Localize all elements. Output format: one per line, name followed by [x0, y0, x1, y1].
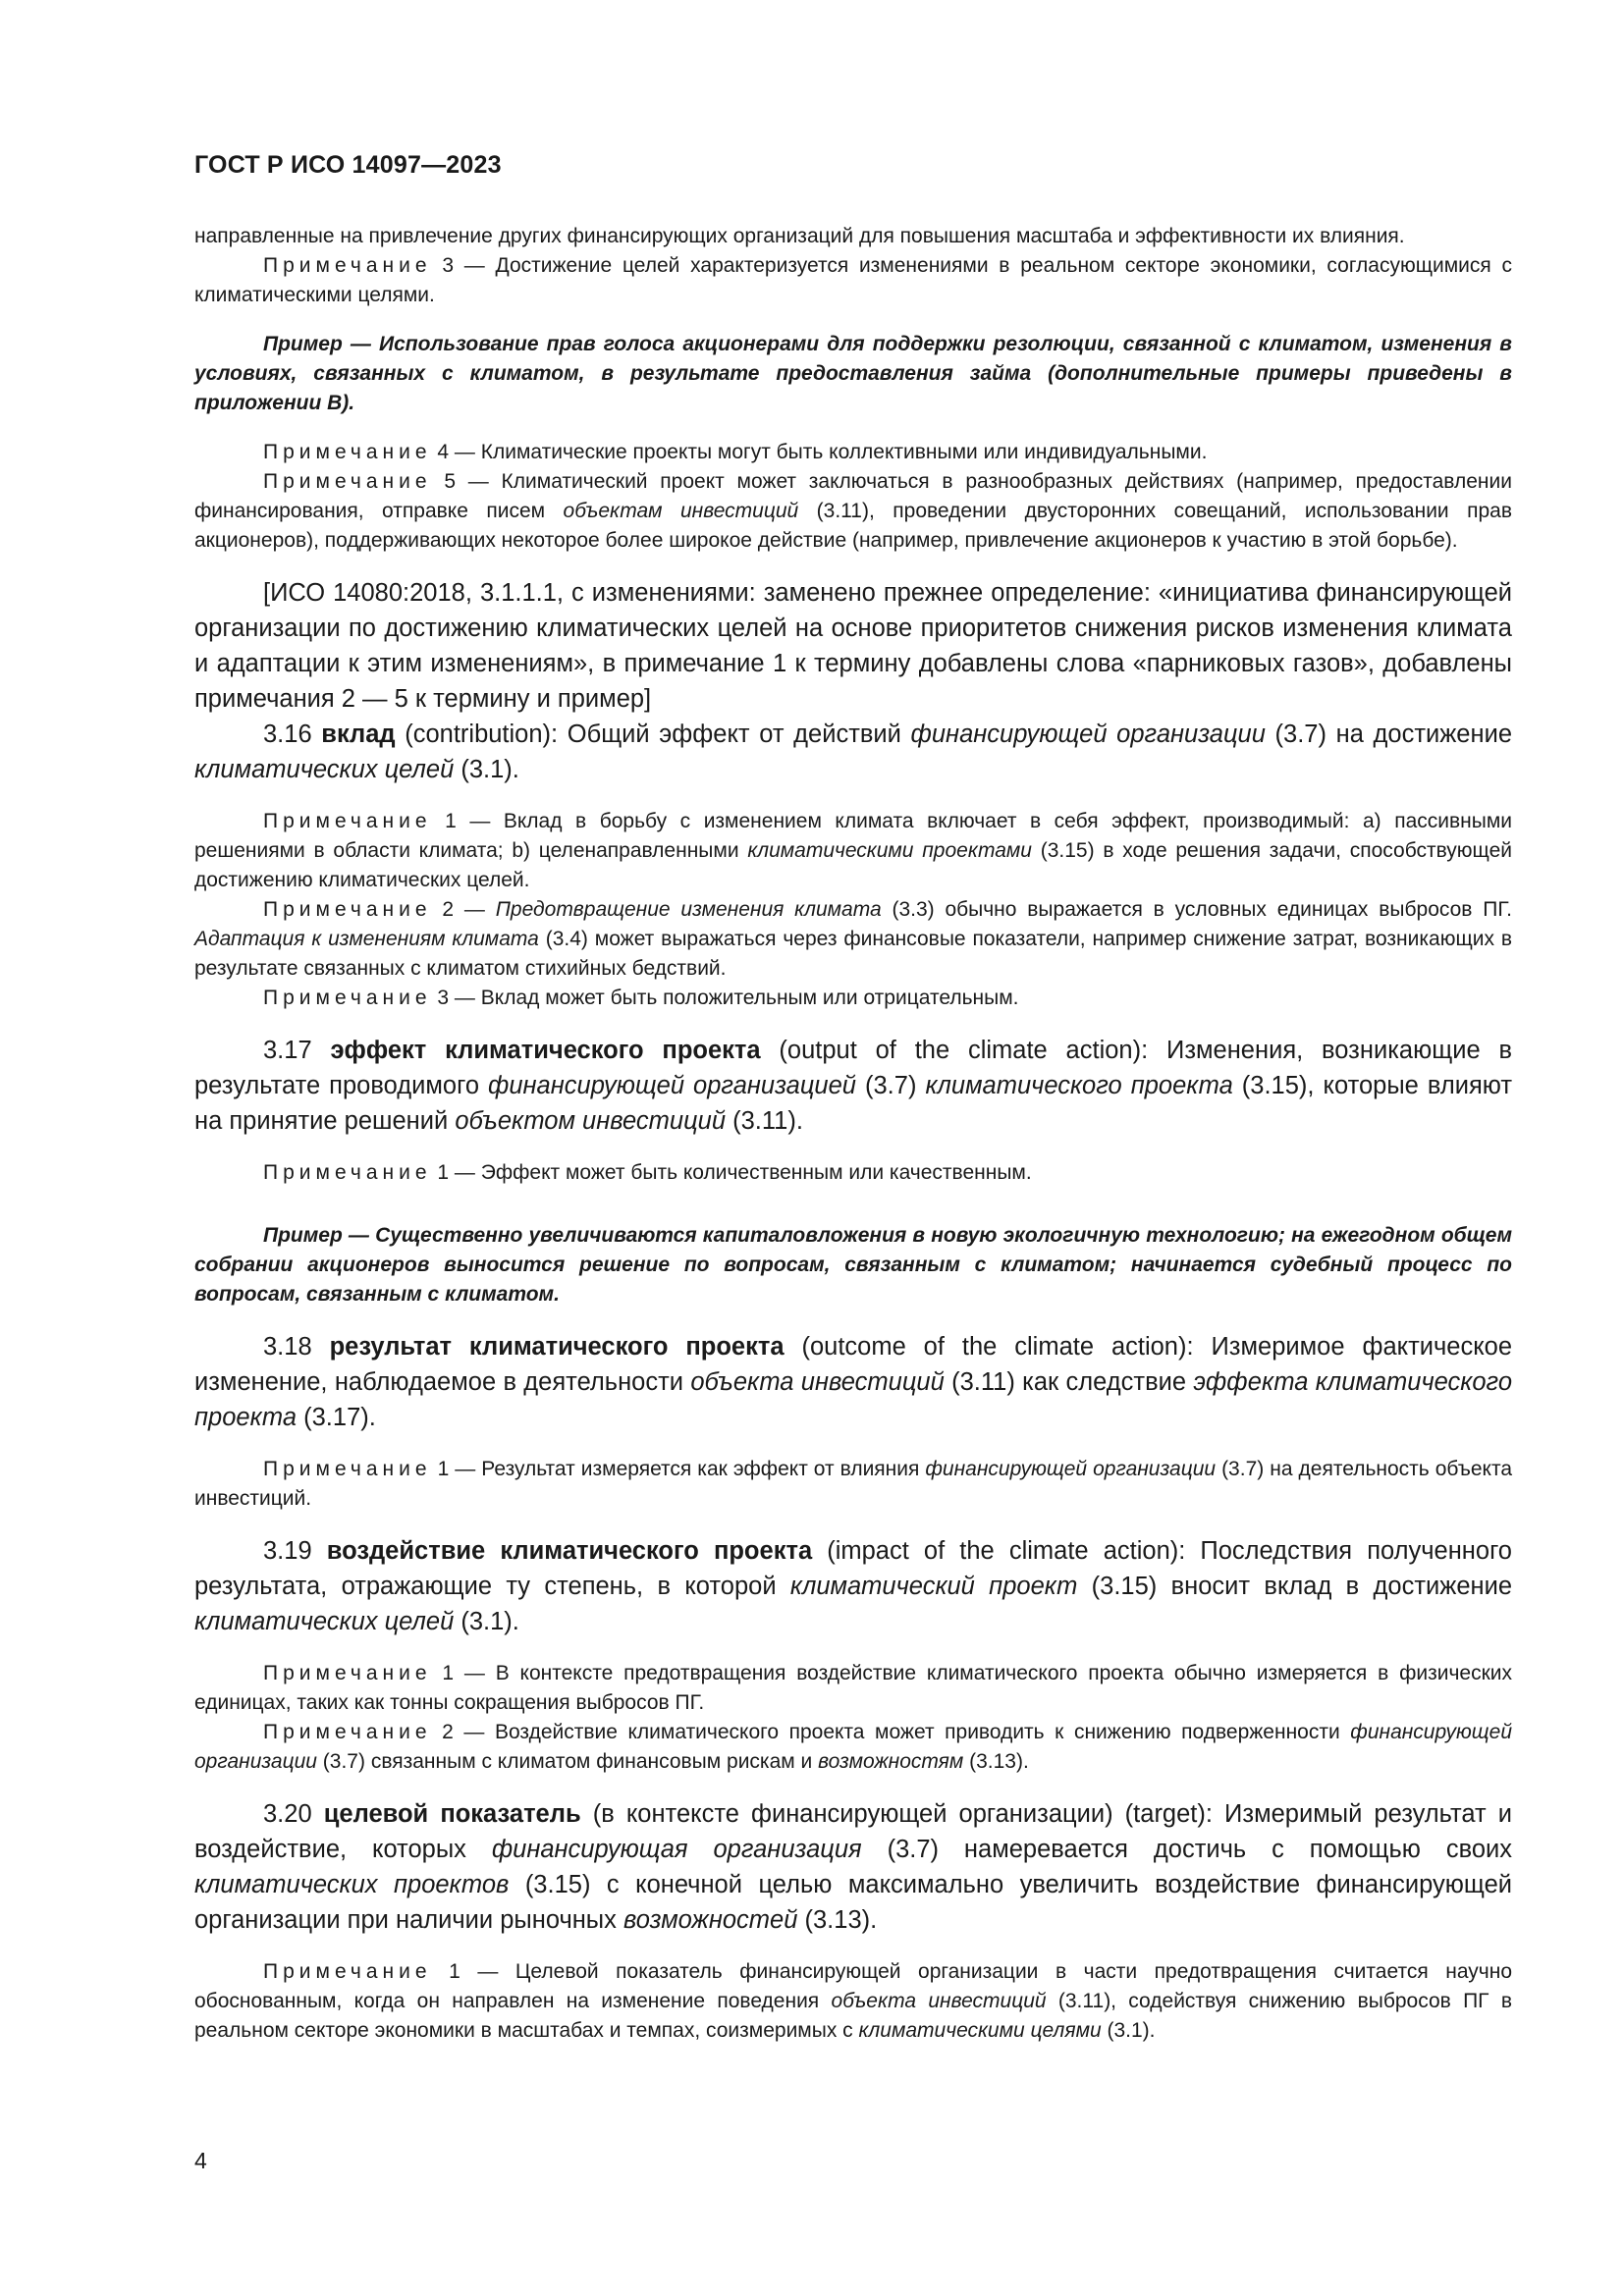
- term-3-18: 3.18 результат климатического проекта (outcome of the climate action): Измеримое фактическое изменение, наблюдаемое в деятельности объекта инвестиций (3.11) как следствие эффекта климатического проекта (3.17).: [194, 1333, 1513, 1431]
- term-3-20: 3.20 целевой показатель (в контексте финансирующей организации) (target): Измеримый результат и воздействие, которых финансирующая организация (3.7) намеревается достичь с помощью своих климатических проектов (3.15) с конечной целью максимально увеличить воздействие финансирующей организации при наличии рыночных возможностей (3.13).: [194, 1800, 1513, 1934]
- note-3-16-1: Примечание 1 — Вклад в борьбу с изменением климата включает в себя эффект, производимый: а) пассивными решениями в области климата; b) целенаправленными климатическими проектами (3.15) в ходе решения задачи, способствующей достижению климатических целей.: [194, 810, 1512, 891]
- term-name: результат климатического проекта: [329, 1333, 785, 1361]
- page-content: [194, 222, 1512, 2046]
- example-2: Пример — Существенно увеличиваются капиталовложения в новую экологичную технологию; на ежегодном общем собрании акционеров выносится решение по вопросам, связанным с климатом; начинается судебный процесс по вопросам, связанным с климатом.: [194, 1224, 1512, 1306]
- paragraph-continuation: направленные на привлечение других финансирующих организаций для повышения масштаба и эффективности их влияния.: [194, 225, 1405, 247]
- term-3-16: 3.16 вклад (contribution): Общий эффект от действий финансирующей организации (3.7) на достижение климатических целей (3.1).: [194, 721, 1512, 783]
- term-3-17: 3.17 эффект климатического проекта (output of the climate action): Изменения, возникающие в результате проводимого финансирующей организацией (3.7) климатического проекта (3.15), которые влияют на принятие решений объектом инвестиций (3.11).: [194, 1037, 1513, 1135]
- term-name: вклад: [321, 721, 396, 748]
- note-3: Примечание 3 — Достижение целей характеризуется изменениями в реальном секторе экономики, согласующимися с климатическими целями.: [194, 254, 1512, 306]
- example-1: Пример — Использование прав голоса акционерами для поддержки резолюции, связанной с климатом, изменения в условиях, связанных с климатом, в результате предоставления займа (дополнительные примеры приведены в приложении В).: [194, 333, 1512, 414]
- term-name: воздействие климатического проекта: [326, 1537, 813, 1565]
- term-name: эффект климатического проекта: [330, 1037, 761, 1064]
- page-header-title: ГОСТ Р ИСО 14097—2023: [194, 151, 502, 179]
- note-3-16-3: Примечание 3 — Вклад может быть положительным или отрицательным.: [263, 987, 1019, 1009]
- term-3-19: 3.19 воздействие климатического проекта (impact of the climate action): Последствия полученного результата, отражающие ту степень, в которой климатический проект (3.15) вносит вклад в достижение климатических целей (3.1).: [194, 1537, 1513, 1635]
- note-3-19-2: Примечание 2 — Воздействие климатического проекта может приводить к снижению подверженности финансирующей организации (3.7) связанным с климатом финансовым рискам и возможностям (3.13).: [194, 1721, 1512, 1773]
- term-name: целевой показатель: [323, 1800, 581, 1828]
- note-4: Примечание 4 — Климатические проекты могут быть коллективными или индивидуальными.: [263, 441, 1208, 463]
- note-3-17-1: Примечание 1 — Эффект может быть количественным или качественным.: [263, 1161, 1032, 1184]
- note-3-19-1: Примечание 1 — В контексте предотвращения воздействие климатического проекта обычно измеряется в физических единицах, таких как тонны сокращения выбросов ПГ.: [194, 1662, 1512, 1714]
- note-3-20-1: Примечание 1 — Целевой показатель финансирующей организации в части предотвращения считается научно обоснованным, когда он направлен на изменение поведения объекта инвестиций (3.11), содействуя снижению выбросов ПГ в реальном секторе экономики в масштабах и темпах, соизмеримых с климатическими целями (3.1).: [194, 1960, 1513, 2042]
- note-5: Примечание 5 — Климатический проект может заключаться в разнообразных действиях (например, предоставлении финансирования, отправке писем объектам инвестиций (3.11), проведении двусторонних совещаний, использовании прав акционеров), поддерживающих некоторое более широкое действие (например, привлечение акционеров к участию в этой борьбе).: [194, 470, 1513, 552]
- note-3-16-2: Примечание 2 — Предотвращение изменения климата (3.3) обычно выражается в условных единицах выбросов ПГ. Адаптация к изменениям климата (3.4) может выражаться через финансовые показатели, например снижение затрат, возникающих в результате связанных с климатом стихийных бедствий.: [194, 898, 1512, 980]
- note-label: Примечание: [263, 254, 432, 277]
- note-3-18-1: Примечание 1 — Результат измеряется как эффект от влияния финансирующей организации (3.7) на деятельность объекта инвестиций.: [194, 1458, 1513, 1510]
- page-number: 4: [194, 2148, 207, 2173]
- reference-note: [ИСО 14080:2018, 3.1.1.1, с изменениями: заменено прежнее определение: «инициатива финансирующей организации по достижению климатических целей на основе приоритетов снижения рисков изменения климата и адаптации к этим изменениям», в примечание 1 к термину добавлены слова «парниковых газов», добавлены примечания 2 — 5 к термину и пример]: [194, 579, 1512, 713]
